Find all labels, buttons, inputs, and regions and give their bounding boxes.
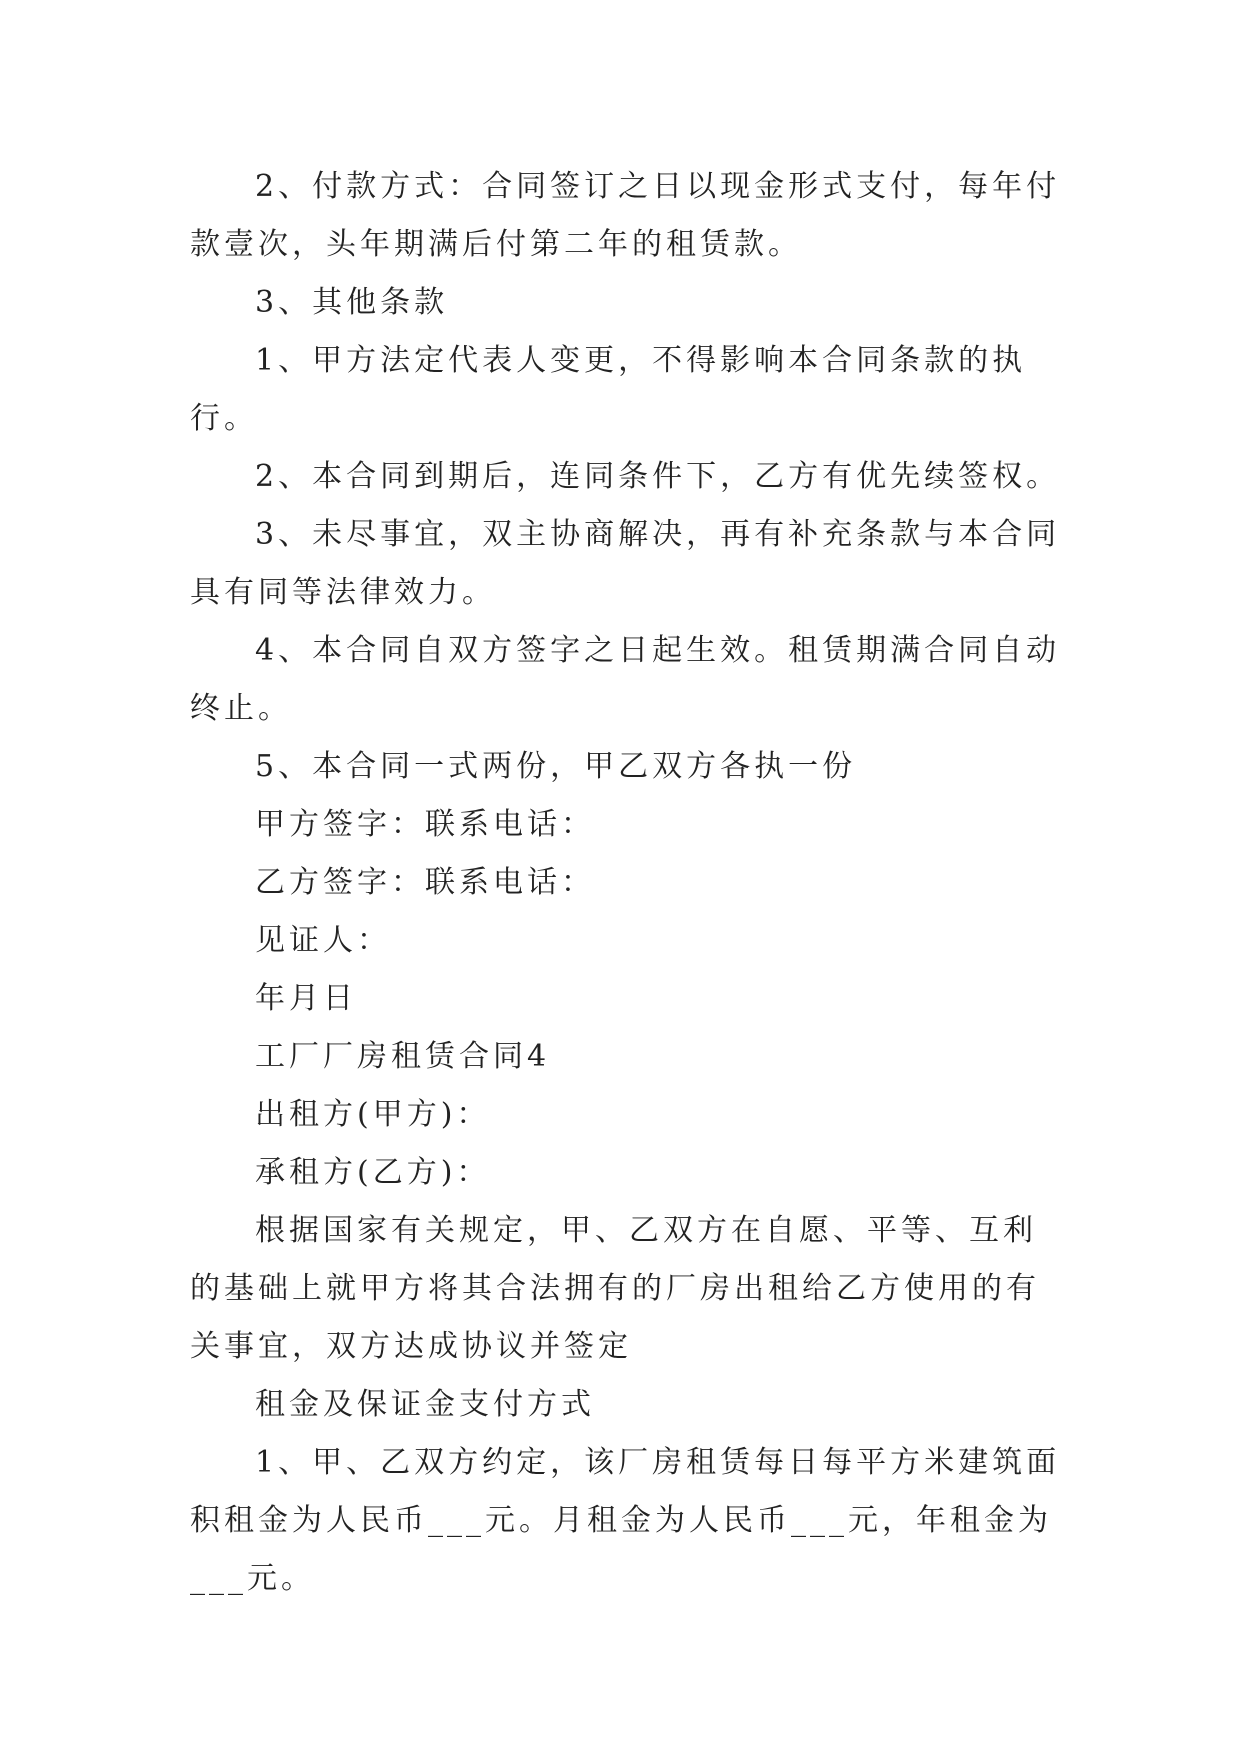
clause-payment-method: 2、付款方式：合同签订之日以现金形式支付，每年付款壹次，头年期满后付第二年的租赁款。 (190, 169, 1061, 262)
party-a-signature-line: 甲方签字：联系电话： (255, 807, 595, 842)
clause-copies: 5、本合同一式两份，甲乙双方各执一份 (255, 749, 857, 784)
contract-title: 工厂厂房租赁合同4 (255, 1039, 551, 1074)
witness-line: 见证人： (255, 923, 391, 958)
clause-effective-date: 4、本合同自双方签字之日起生效。租赁期满合同自动终止。 (190, 633, 1061, 726)
party-b-signature-line: 乙方签字：联系电话： (255, 865, 595, 900)
clause-renewal-priority: 2、本合同到期后，连同条件下，乙方有优先续签权。 (255, 459, 1061, 494)
lessor-line: 出租方(甲方)： (255, 1097, 491, 1132)
date-line: 年月日 (255, 981, 357, 1016)
contract-preamble: 根据国家有关规定，甲、乙双方在自愿、平等、互利的基础上就甲方将其合法拥有的厂房出租给乙方使用的有关事宜，双方达成协议并签定 (190, 1213, 1040, 1364)
clause-supplementary-terms: 3、未尽事宜，双主协商解决，再有补充条款与本合同具有同等法律效力。 (190, 517, 1061, 610)
clause-representative-change: 1、甲方法定代表人变更，不得影响本合同条款的执行。 (190, 343, 1027, 436)
clause-rent-amount: 1、甲、乙双方约定，该厂房租赁每日每平方米建筑面积租金为人民币___元。月租金为人民币___元，年租金为___元。 (190, 1445, 1061, 1596)
section-rent-deposit: 租金及保证金支付方式 (255, 1387, 595, 1422)
lessee-line: 承租方(乙方)： (255, 1155, 491, 1190)
document-body (190, 158, 1070, 1608)
section-other-terms: 3、其他条款 (255, 285, 449, 320)
